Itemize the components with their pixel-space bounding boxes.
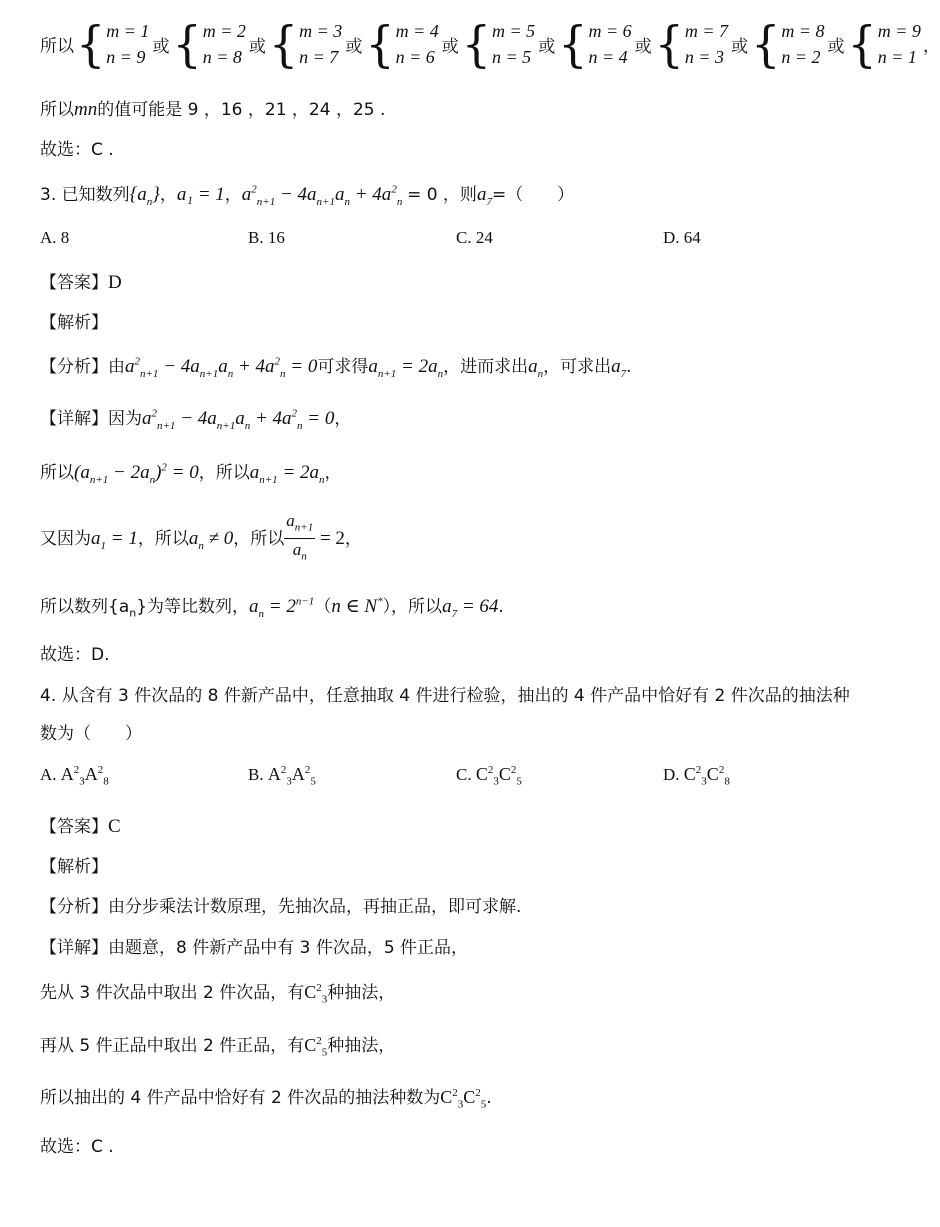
m-equation: m = 6 — [588, 21, 632, 41]
q3-option-b: B. 16 — [248, 228, 285, 247]
q3-seq-sub: n — [146, 195, 153, 208]
q4-option-d: D. $C^2_3C^2_8$ — [663, 764, 730, 788]
n-equation: n = 6 — [395, 47, 435, 67]
brace-symbol: { — [751, 15, 781, 73]
q4-analysis-text: 【解析】 — [40, 857, 108, 877]
n-equation: n = 3 — [684, 47, 725, 67]
q3-l2-a: 又因为 — [40, 528, 91, 549]
q3-seq-end: } — [152, 184, 160, 205]
q4-xiangjie — [40, 933, 468, 958]
q4-option-a: A. $A^2_3A^2_8$ — [40, 764, 109, 788]
or-connector: 或 — [538, 36, 556, 57]
equation-stack — [588, 18, 631, 70]
q4-option-c: C. $C^2_3C^2_5$ — [456, 764, 522, 788]
m-equation: m = 7 — [684, 21, 729, 41]
q3-option-d: D. 64 — [663, 228, 701, 247]
q3-answer — [40, 268, 122, 294]
line2-prefix: 所以 — [40, 100, 74, 120]
q3-l3-sub: n — [129, 606, 137, 620]
q4-choose-text: 故选：C . — [40, 1137, 114, 1157]
q3-xj-eq: $a^2_{n+1} - 4a_{n+1}a_n + 4a^2_n = 0$ — [142, 407, 335, 432]
q3-stem-a: 3. 已知数列 — [40, 185, 130, 205]
q4-fx-label: 【分析】 — [40, 897, 108, 917]
q3-analysis-label — [40, 308, 108, 333]
line1-prefix: 所以 — [40, 36, 74, 57]
q4-option-b: B. $A^2_3A^2_5$ — [248, 764, 316, 788]
q3-fx-a: 由 — [108, 357, 125, 377]
mn-values-line — [40, 95, 385, 121]
n-equation: n = 1 — [877, 47, 917, 67]
equation-stack — [203, 18, 246, 70]
equation-system — [558, 15, 632, 73]
n-equation: n = 4 — [588, 47, 628, 67]
q3-ratio-fraction: $\frac{a_{n+1}}{a_n}$ — [286, 511, 314, 563]
q3-a7-value: $a_7 = 64$ — [442, 596, 499, 620]
q3-seq: {a — [129, 184, 147, 205]
brace-symbol: { — [365, 15, 395, 73]
systems-group — [74, 15, 923, 73]
or-connector: 或 — [731, 36, 749, 57]
q4-fenxi — [40, 892, 521, 917]
brace-symbol: { — [172, 15, 202, 73]
brace-symbol: { — [76, 15, 106, 73]
m-equation: m = 2 — [202, 21, 246, 41]
q3-l1-a: 所以 — [40, 463, 74, 483]
equation-system — [365, 15, 439, 73]
brace-symbol: { — [847, 15, 877, 73]
q3-l3-a: 所以数列{a — [40, 597, 130, 617]
q3-xj-a: 因为 — [108, 409, 142, 429]
equation-stack — [685, 18, 728, 70]
brace-symbol: { — [461, 15, 492, 73]
q4-analysis-label — [40, 852, 108, 877]
brace-symbol: { — [654, 15, 684, 73]
q3-fx-rel: $a_{n+1} = 2a_n$ — [368, 356, 444, 380]
q3-fx-e: . — [626, 357, 632, 377]
m-equation: m = 5 — [492, 21, 536, 41]
q3-answer-label: 【答案】 — [40, 273, 108, 293]
q4-fx-text: 由分步乘法计数原理，先抽次品，再抽正品，即可求解. — [108, 897, 522, 917]
equation-system — [654, 15, 729, 73]
m-equation: m = 3 — [299, 21, 343, 41]
q4-option-a-label: A. — [40, 765, 57, 784]
q3-domain: n ∈ N* — [331, 595, 383, 617]
q4-l1-b: 种抽法， — [327, 983, 396, 1003]
or-connector: 或 — [441, 36, 459, 57]
q4-option-d-label: D. — [663, 765, 680, 784]
or-connector: 或 — [634, 36, 652, 57]
q3-analysis-text: 【解析】 — [40, 313, 108, 333]
q4-step3: 所以抽出的 4 件产品中恰好有 2 件次品的抽法种数为$C^2_3C^2_5$. — [40, 1087, 492, 1111]
m-equation: m = 9 — [877, 21, 921, 41]
q3-l3-b: }为等比数列， — [136, 597, 250, 617]
q3-l2-d: ， — [344, 528, 362, 549]
q3-l1-c: ， — [324, 463, 342, 483]
q3-stem-b: ， — [159, 185, 177, 205]
q3-choose — [40, 640, 110, 665]
mn-variable: mn — [74, 99, 98, 120]
q3-fx-eq: $a^2_{n+1} - 4a_{n+1}a_n + 4a^2_n = 0$ — [125, 355, 318, 380]
equation-stack — [299, 18, 342, 70]
q3-l2-a1: $a_1 = 1$ — [91, 527, 138, 552]
equation-system — [172, 15, 246, 73]
q4-l2-b: 种抽法， — [327, 1036, 396, 1056]
or-connector: 或 — [827, 36, 845, 57]
q3-fx-a7: $a_7$ — [611, 356, 627, 380]
n-equation: n = 5 — [492, 47, 532, 67]
brace-symbol: { — [558, 15, 588, 73]
q3-general-term: $a_n = 2^{n-1}$ — [249, 595, 315, 620]
m-equation: m = 8 — [781, 21, 825, 41]
q3-xiangjie — [40, 404, 351, 432]
q3-xj-label: 【详解】 — [40, 409, 108, 429]
m-equation: m = 4 — [395, 21, 439, 41]
q4-l1-a: 先从 3 件次品中取出 2 件次品，有 — [40, 983, 305, 1003]
equation-system — [76, 15, 150, 73]
q3-step2: 又因为$a_1 = 1$，所以$a_n \ne 0$，所以 $\frac{a_{n+1}}{a_n}$ = 2， — [40, 510, 362, 568]
q3-choose-text: 故选：D. — [40, 645, 110, 665]
q4-stem-line2 — [40, 719, 142, 744]
q4-l3-b: . — [486, 1088, 492, 1108]
q3-fx-b: 可求得 — [317, 357, 369, 377]
equation-stack — [396, 18, 439, 70]
choose-c: 故选：C . — [40, 140, 114, 160]
q4-option-b-label: B. — [248, 765, 264, 784]
q3-l3-d: ），所以 — [382, 597, 443, 617]
or-connector: 或 — [248, 36, 266, 57]
q3-l1-square: $(a_{n+1} - 2a_n)^2 = 0$ — [74, 461, 199, 486]
brace-symbol: { — [268, 15, 299, 73]
q3-l1-b: ，所以 — [198, 463, 250, 483]
q3-l3-c: （ — [314, 597, 332, 617]
q3-l3-e: . — [498, 597, 504, 617]
q3-fx-label: 【分析】 — [40, 357, 108, 377]
n-equation: n = 9 — [106, 47, 146, 67]
q3-option-a: A. 8 — [40, 228, 70, 247]
q3-answer-value: D — [108, 272, 122, 293]
q4-step2: 再从 5 件正品中取出 2 件正品，有$C^2_5$种抽法， — [40, 1035, 396, 1059]
q4-l2-a: 再从 5 件正品中取出 2 件正品，有 — [40, 1036, 305, 1056]
equation-stack — [878, 18, 921, 70]
q3-fx-an: $a_n$ — [528, 356, 544, 380]
q4-option-c-label: C. — [456, 765, 472, 784]
q3-l2-ne: $a_n \ne 0$ — [188, 527, 234, 552]
choose-c-line — [40, 135, 114, 160]
q3-fx-c: ，进而求出 — [443, 357, 529, 377]
q3-cond1: a₁ = 1 — [176, 184, 225, 205]
q3-a7: $a_7$ — [476, 184, 492, 208]
systems-line — [40, 15, 940, 73]
q4-answer — [40, 812, 121, 838]
m-equation: m = 1 — [106, 21, 150, 41]
equation-stack — [106, 18, 149, 70]
equation-system — [461, 15, 536, 73]
q4-choose — [40, 1132, 114, 1157]
n-equation: n = 2 — [781, 47, 821, 67]
equation-system — [847, 15, 921, 73]
n-equation: n = 8 — [202, 47, 242, 67]
q3-l1-rel: $a_{n+1} = 2a_n$ — [249, 462, 325, 486]
q3-stem — [40, 180, 574, 208]
n-equation: n = 7 — [299, 47, 339, 67]
q3-step1 — [40, 458, 342, 486]
mn-values-text: 的值可能是 9 ，16 ，21 ，24 ，25 . — [97, 100, 386, 120]
q4-l3-a: 所以抽出的 4 件产品中恰好有 2 件次品的抽法种数为 — [40, 1088, 441, 1108]
q3-l2-c: ，所以 — [233, 528, 285, 549]
equation-stack — [781, 18, 824, 70]
q4-stem-line1 — [40, 681, 850, 706]
q4-answer-label: 【答案】 — [40, 817, 108, 837]
equation-system — [751, 15, 825, 73]
line1-suffix: ， — [922, 36, 940, 57]
equation-stack — [492, 18, 535, 70]
q4-answer-value: C — [108, 816, 121, 837]
equation-system — [268, 15, 343, 73]
q3-step3 — [40, 592, 504, 620]
q3-l2-b: ，所以 — [137, 528, 189, 549]
or-connector: 或 — [345, 36, 363, 57]
q4-step1: 先从 3 件次品中取出 2 件次品，有$C^2_3$种抽法， — [40, 982, 396, 1006]
q3-stem-c: ， — [224, 185, 242, 205]
q3-fx-d: ，可求出 — [543, 357, 612, 377]
q3-xj-b: ， — [334, 409, 352, 429]
q4-xj-label: 【详解】 — [40, 938, 108, 958]
q3-recurrence: $a^2_{n+1} - 4a_{n+1}a_n + 4a^2_n$ — [241, 183, 403, 208]
q4-xj-text: 由题意，8 件新产品中有 3 件次品，5 件正品， — [108, 938, 469, 958]
q3-stem-d: = 0 ，则 — [407, 185, 477, 205]
or-connector: 或 — [152, 36, 170, 57]
q3-option-c: C. 24 — [456, 228, 493, 247]
q4-stem-2: 数为（ ） — [40, 724, 142, 744]
q4-stem-1: 4. 从含有 3 件次品的 8 件新产品中，任意抽取 4 件进行检验，抽出的 4 件产品中恰好有 2 件次品的抽法种 — [40, 686, 850, 706]
q3-stem-e: =（ ） — [491, 185, 575, 205]
q3-fenxi — [40, 352, 632, 380]
